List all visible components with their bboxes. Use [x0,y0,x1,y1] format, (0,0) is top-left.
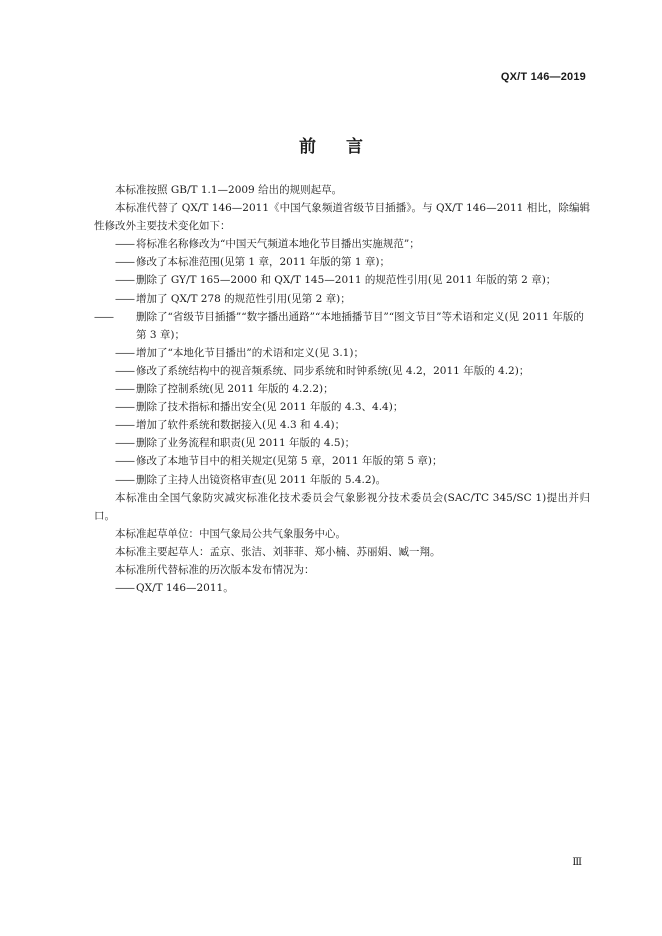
change-item [94,416,590,434]
change-item-text: 删除了 GY/T 165—2000 和 QX/T 145—2011 的规范性引用(见 2011 年版的第 2 章)； [136,274,557,287]
change-item-text: 删除了业务流程和职责(见 2011 年版的 4.5)； [136,437,356,450]
history-item [94,579,590,597]
change-item [94,235,590,253]
change-item [94,398,590,416]
change-item [94,434,590,452]
change-item-text: 修改了本地节目中的相关规定(见第 5 章，2011 年版的第 5 章)； [136,455,443,468]
change-item-text: 将标准名称修改为“中国天气频道本地化节目播出实施规范”； [136,238,420,251]
dash-marker: —— [115,364,134,377]
paragraph-drafting-unit: 本标准起草单位：中国气象局公共气象服务中心。 [115,527,346,540]
page-title: 前言 [299,137,393,157]
foreword-body [94,181,590,597]
change-item [94,471,590,489]
dash-marker: —— [115,238,134,251]
history-item-text: QX/T 146—2011。 [136,582,234,595]
dash-marker: —— [94,310,113,323]
change-item [94,344,590,362]
paragraph-history-intro: 本标准所代替标准的历次版本发布情况为： [115,563,315,576]
dash-marker: —— [115,582,134,595]
change-item [94,362,590,380]
dash-marker: —— [115,383,134,396]
change-item-text: 删除了“省级节目插播”“数字播出通路”“本地插播节目”“图文节目”等术语和定义(见 2011 年版的第 3 章)； [136,310,584,341]
change-item-text: 增加了“本地化节目播出”的术语和定义(见 3.1)； [136,346,364,359]
paragraph-proposer: 本标准由全国气象防灾减灾标准化技术委员会气象影视分技术委员会(SAC/TC 345/SC 1)提出并归口。 [94,491,590,522]
change-item [94,253,590,271]
change-item-text: 删除了主持人出镜资格审查(见 2011 年版的 5.4.2)。 [136,473,387,486]
change-item [94,271,590,289]
change-item-text: 修改了本标准范围(见第 1 章，2011 年版的第 1 章)； [136,256,390,269]
dash-marker: —— [115,455,134,468]
change-item-text: 删除了控制系统(见 2011 年版的 4.2.2)； [136,383,334,396]
dash-marker: —— [115,256,134,269]
change-item-text: 修改了系统结构中的视音频系统、同步系统和时钟系统(见 4.2，2011 年版的 4.2)； [136,364,530,377]
dash-marker: —— [115,274,134,287]
change-item-text: 增加了 QX/T 278 的规范性引用(见第 2 章)； [136,292,351,305]
dash-marker: —— [115,437,134,450]
standard-code: QX/T 146—2019 [500,71,586,83]
paragraph-drafters: 本标准主要起草人：孟京、张洁、刘菲菲、郑小楠、苏丽娟、臧一翔。 [115,545,441,558]
dash-marker: —— [115,346,134,359]
dash-marker: —— [115,292,134,305]
change-item-text: 增加了软件系统和数据接入(见 4.3 和 4.4)； [136,419,346,432]
paragraph-replacement: 本标准代替了 QX/T 146—2011《中国气象频道省级节目插播》。与 QX/T 146—2011 相比，除编辑性修改外主要技术变化如下： [94,202,590,233]
dash-marker: —— [115,401,134,414]
change-item-text: 删除了技术指标和播出安全(见 2011 年版的 4.3、4.4)； [136,401,404,414]
change-item [94,452,590,470]
change-item [94,380,590,398]
change-item [94,308,590,344]
page-number: Ⅲ [572,857,582,868]
dash-marker: —— [115,473,134,486]
change-item [94,290,590,308]
dash-marker: —— [115,419,134,432]
paragraph-drafting-rules: 本标准按照 GB/T 1.1—2009 给出的规则起草。 [115,184,343,196]
